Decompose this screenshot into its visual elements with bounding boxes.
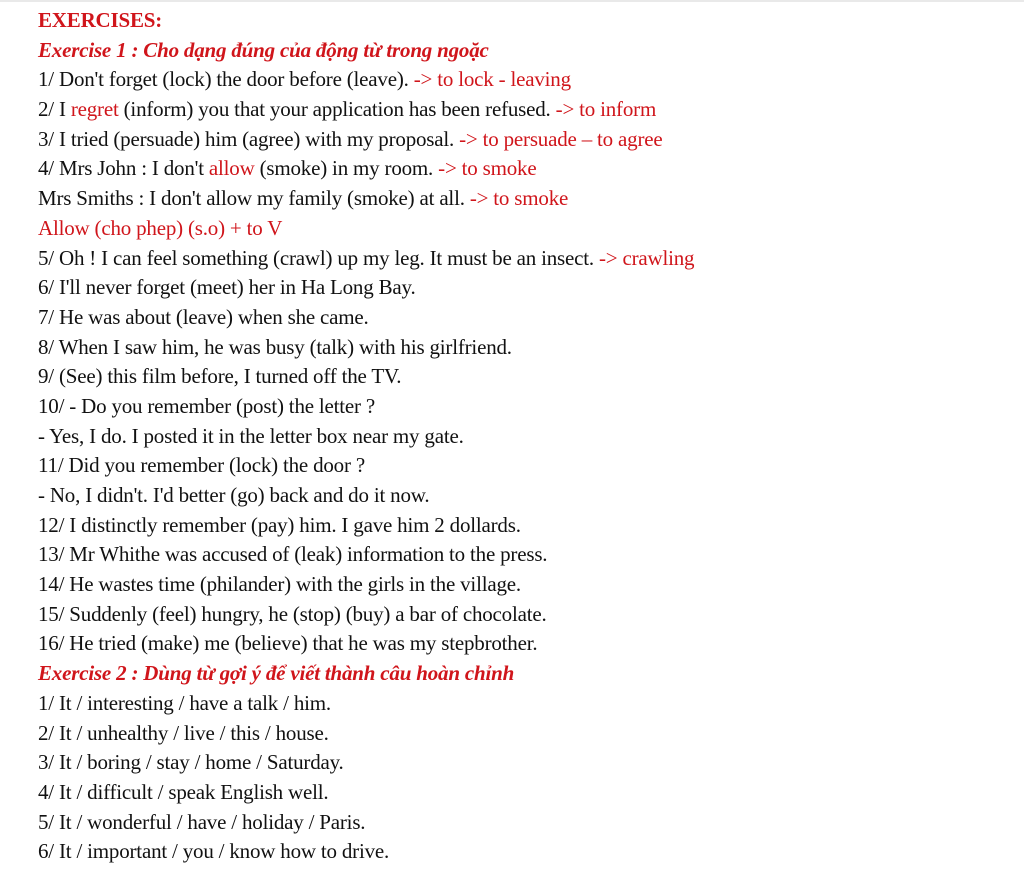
line-text: 8/ When I saw him, he was busy (talk) with his girlfriend. bbox=[38, 334, 512, 359]
line-text: 5/ Oh ! I can feel something (crawl) up my leg. It must be an insect. bbox=[38, 245, 599, 270]
exercise-line bbox=[38, 392, 1008, 422]
exercise-line bbox=[38, 362, 1008, 392]
exercise-line bbox=[38, 214, 1008, 244]
line-text: 16/ He tried (make) me (believe) that he was my stepbrother. bbox=[38, 631, 538, 656]
answer-text: Exercise 2 : Dùng từ gợi ý để viết thành câu hoàn chỉnh bbox=[38, 661, 515, 686]
line-text: 4/ It / difficult / speak English well. bbox=[38, 779, 329, 804]
answer-text: allow bbox=[208, 156, 255, 181]
line-text: 13/ Mr Whithe was accused of (leak) information to the press. bbox=[38, 542, 548, 567]
exercise-line bbox=[38, 540, 1008, 570]
line-text: - No, I didn't. I'd better (go) back and do it now. bbox=[38, 483, 430, 507]
exercise-line bbox=[38, 125, 1008, 155]
exercise-line bbox=[38, 481, 1008, 511]
exercise-title bbox=[38, 659, 1008, 689]
exercise-line bbox=[38, 778, 1008, 808]
answer-text: -> to smoke bbox=[469, 186, 569, 211]
answer-text: -> to lock - leaving bbox=[413, 67, 571, 92]
line-text: 2/ I bbox=[38, 97, 71, 122]
exercise-line bbox=[38, 629, 1008, 659]
line-text: (inform) you that your application has been refused. bbox=[118, 97, 556, 122]
line-text: 1/ Don't forget (lock) the door before (leave). bbox=[38, 67, 414, 92]
exercise-line bbox=[38, 333, 1008, 363]
line-text: 7/ He was about (leave) when she came. bbox=[38, 304, 369, 329]
exercise-line bbox=[38, 303, 1008, 333]
top-border bbox=[0, 0, 1024, 2]
line-text: 4/ Mrs John : I don't bbox=[38, 156, 209, 181]
line-text: 3/ I tried (persuade) him (agree) with my proposal. bbox=[38, 126, 460, 151]
exercise-document bbox=[38, 6, 1008, 867]
answer-text: -> to inform bbox=[555, 97, 657, 122]
line-text: - Yes, I do. I posted it in the letter box near my gate. bbox=[38, 423, 464, 448]
line-text: 10/ - Do you remember (post) the letter ? bbox=[38, 393, 376, 418]
exercise-line bbox=[38, 689, 1008, 719]
line-text: 11/ Did you remember (lock) the door ? bbox=[38, 453, 365, 478]
answer-text: Exercise 1 : Cho dạng đúng của động từ trong ngoặc bbox=[38, 37, 489, 62]
line-text: 9/ (See) this film before, I turned off the TV. bbox=[38, 364, 402, 389]
exercise-line bbox=[38, 600, 1008, 630]
line-text: 5/ It / wonderful / have / holiday / Paris. bbox=[38, 809, 366, 834]
exercise-lines bbox=[38, 36, 1008, 867]
document-heading: EXERCISES: bbox=[38, 8, 163, 32]
line-text: 14/ He wastes time (philander) with the girls in the village. bbox=[38, 572, 521, 597]
line-text: 6/ It / important / you / know how to drive. bbox=[38, 839, 390, 864]
exercise-line bbox=[38, 95, 1008, 125]
exercise-line bbox=[38, 719, 1008, 749]
exercise-line bbox=[38, 422, 1008, 452]
line-text: Mrs Smiths : I don't allow my family (smoke) at all. bbox=[38, 186, 470, 211]
exercise-line bbox=[38, 451, 1008, 481]
line-text: (smoke) in my room. bbox=[254, 156, 439, 181]
exercise-line bbox=[38, 808, 1008, 838]
line-text: 3/ It / boring / stay / home / Saturday. bbox=[38, 750, 344, 775]
answer-text: -> to persuade – to agree bbox=[459, 126, 663, 151]
line-text: 15/ Suddenly (feel) hungry, he (stop) (buy) a bar of chocolate. bbox=[38, 601, 547, 626]
line-text: 6/ I'll never forget (meet) her in Ha Long Bay. bbox=[38, 275, 416, 300]
exercise-line bbox=[38, 570, 1008, 600]
exercise-line bbox=[38, 184, 1008, 214]
exercise-line bbox=[38, 154, 1008, 184]
line-text: 1/ It / interesting / have a talk / him. bbox=[38, 690, 331, 715]
exercise-line bbox=[38, 511, 1008, 541]
exercise-line bbox=[38, 273, 1008, 303]
answer-text: -> crawling bbox=[599, 245, 695, 270]
answer-text: regret bbox=[70, 97, 119, 122]
answer-text: -> to smoke bbox=[438, 156, 537, 181]
exercise-line bbox=[38, 748, 1008, 778]
exercise-line bbox=[38, 244, 1008, 274]
line-text: 12/ I distinctly remember (pay) him. I gave him 2 dollards. bbox=[38, 512, 521, 537]
exercise-line bbox=[38, 65, 1008, 95]
answer-text: Allow (cho phep) (s.o) + to V bbox=[38, 215, 283, 240]
line-text: 2/ It / unhealthy / live / this / house. bbox=[38, 720, 329, 745]
exercise-line bbox=[38, 837, 1008, 867]
exercise-title bbox=[38, 36, 1008, 66]
